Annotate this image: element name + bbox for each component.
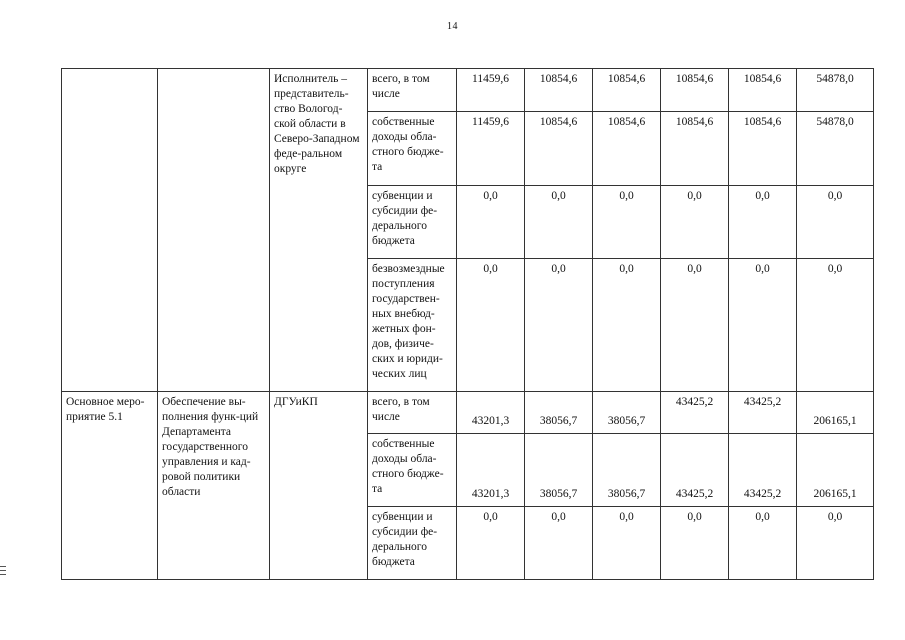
value-cell: 43425,2: [729, 392, 797, 434]
budget-table: [61, 68, 874, 580]
activity-cell: Основное меро-приятие 5.1: [62, 392, 158, 580]
value-cell: 206165,1: [797, 434, 874, 507]
value-cell: 0,0: [593, 259, 661, 392]
source-label-cell: всего, в том числе: [368, 392, 457, 434]
value-cell: 10854,6: [593, 69, 661, 112]
value-cell: 38056,7: [593, 392, 661, 434]
value-cell: 0,0: [797, 507, 874, 580]
value-cell: 0,0: [457, 507, 525, 580]
table-row: [62, 392, 874, 434]
value-cell: 0,0: [525, 186, 593, 259]
source-label-cell: собственные доходы обла-стного бюдже-та: [368, 434, 457, 507]
value-cell: 0,0: [525, 259, 593, 392]
value-cell: 10854,6: [525, 112, 593, 186]
value-cell: 10854,6: [729, 112, 797, 186]
value-cell: 0,0: [525, 507, 593, 580]
executor-cell: ДГУиКП: [270, 392, 368, 580]
activity-name-cell: Обеспечение вы-полнения функ-ций Департамента государственного управления и кад-ровой политики области: [158, 392, 270, 580]
value-cell: 0,0: [593, 507, 661, 580]
value-cell: 11459,6: [457, 112, 525, 186]
scan-edge-marks: [0, 566, 6, 578]
value-cell: 54878,0: [797, 69, 874, 112]
value-cell: 10854,6: [661, 112, 729, 186]
value-cell: 0,0: [457, 186, 525, 259]
value-cell: 0,0: [729, 507, 797, 580]
value-cell: 0,0: [729, 186, 797, 259]
activity-cell: [62, 69, 158, 392]
value-cell: 43201,3: [457, 434, 525, 507]
executor-cell: Исполнитель – представитель-ство Вологод-ской области в Северо-Западном феде-ральном округе: [270, 69, 368, 392]
value-cell: 0,0: [797, 186, 874, 259]
source-label-cell: субвенции и субсидии фе-дерального бюджета: [368, 186, 457, 259]
value-cell: 0,0: [797, 259, 874, 392]
value-cell: 43425,2: [661, 434, 729, 507]
value-cell: 38056,7: [525, 434, 593, 507]
value-cell: 10854,6: [593, 112, 661, 186]
page-number: 14: [447, 21, 458, 32]
source-label-cell: субвенции и субсидии фе-дерального бюджета: [368, 507, 457, 580]
value-cell: 10854,6: [525, 69, 593, 112]
source-label-cell: всего, в том числе: [368, 69, 457, 112]
value-cell: 0,0: [729, 259, 797, 392]
value-cell: 38056,7: [525, 392, 593, 434]
source-label-cell: собственные доходы обла-стного бюдже-та: [368, 112, 457, 186]
value-cell: 10854,6: [729, 69, 797, 112]
value-cell: 54878,0: [797, 112, 874, 186]
value-cell: 43201,3: [457, 392, 525, 434]
value-cell: 0,0: [661, 507, 729, 580]
value-cell: 0,0: [661, 186, 729, 259]
value-cell: 38056,7: [593, 434, 661, 507]
value-cell: 43425,2: [661, 392, 729, 434]
value-cell: 0,0: [457, 259, 525, 392]
value-cell: 11459,6: [457, 69, 525, 112]
activity-name-cell: [158, 69, 270, 392]
source-label-cell: безвозмездные поступления государствен-ных внебюд-жетных фон-дов, физиче-ских и юриди-ческих лиц: [368, 259, 457, 392]
value-cell: 43425,2: [729, 434, 797, 507]
value-cell: 10854,6: [661, 69, 729, 112]
value-cell: 0,0: [661, 259, 729, 392]
table-row: [62, 69, 874, 112]
value-cell: 0,0: [593, 186, 661, 259]
value-cell: 206165,1: [797, 392, 874, 434]
